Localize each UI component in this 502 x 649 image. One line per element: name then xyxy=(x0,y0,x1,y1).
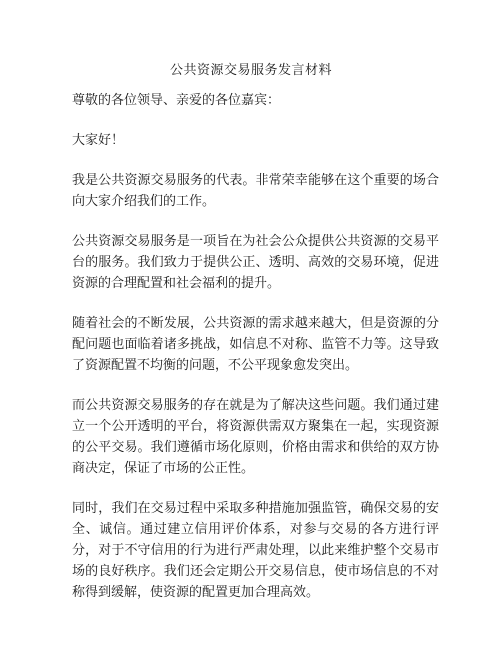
document-body xyxy=(72,90,439,603)
paragraph-service-purpose: 公共资源交易服务是一项旨在为社会公众提供公共资源的交易平台的服务。我们致力于提供公正、透明、高效的交易环境，促进资源的合理配置和社会福利的提升。 xyxy=(72,234,439,291)
paragraph-introduction: 我是公共资源交易服务的代表。非常荣幸能够在这个重要的场合向大家介绍我们的工作。 xyxy=(72,173,439,209)
paragraph-gap xyxy=(72,151,439,170)
greeting: 大家好！ xyxy=(72,133,125,148)
document-title: 公共资源交易服务发言材料 xyxy=(169,63,332,78)
salutation: 尊敬的各位领导、亲爱的各位嘉宾： xyxy=(72,93,281,108)
paragraph-supervision: 同时，我们在交易过程中采取多种措施加强监管，确保交易的安全、诚信。通过建立信用评价体系，对参与交易的各方进行评分，对于不守信用的行为进行严肃处理，以此来维护整个交易市场的良好秩序。我们还会定期公开交易信息，使市场信息的不对称得到缓解，使资源的配置更加合理高效。 xyxy=(72,501,439,600)
paragraph-gap xyxy=(72,111,439,130)
paragraph-gap xyxy=(72,212,439,231)
paragraph-gap xyxy=(72,294,439,313)
paragraph-gap xyxy=(72,479,439,498)
paragraph-solution: 而公共资源交易服务的存在就是为了解决这些问题。我们通过建立一个公开透明的平台，将资源供需双方聚集在一起，实现资源的公平交易。我们遵循市场化原则，价格由需求和供给的双方协商决定，保证了市场的公正性。 xyxy=(72,398,439,476)
paragraph-gap xyxy=(72,376,439,395)
paragraph-challenges: 随着社会的不断发展，公共资源的需求越来越大，但是资源的分配问题也面临着诸多挑战，如信息不对称、监管不力等。这导致了资源配置不均衡的问题，不公平现象愈发突出。 xyxy=(72,316,439,373)
